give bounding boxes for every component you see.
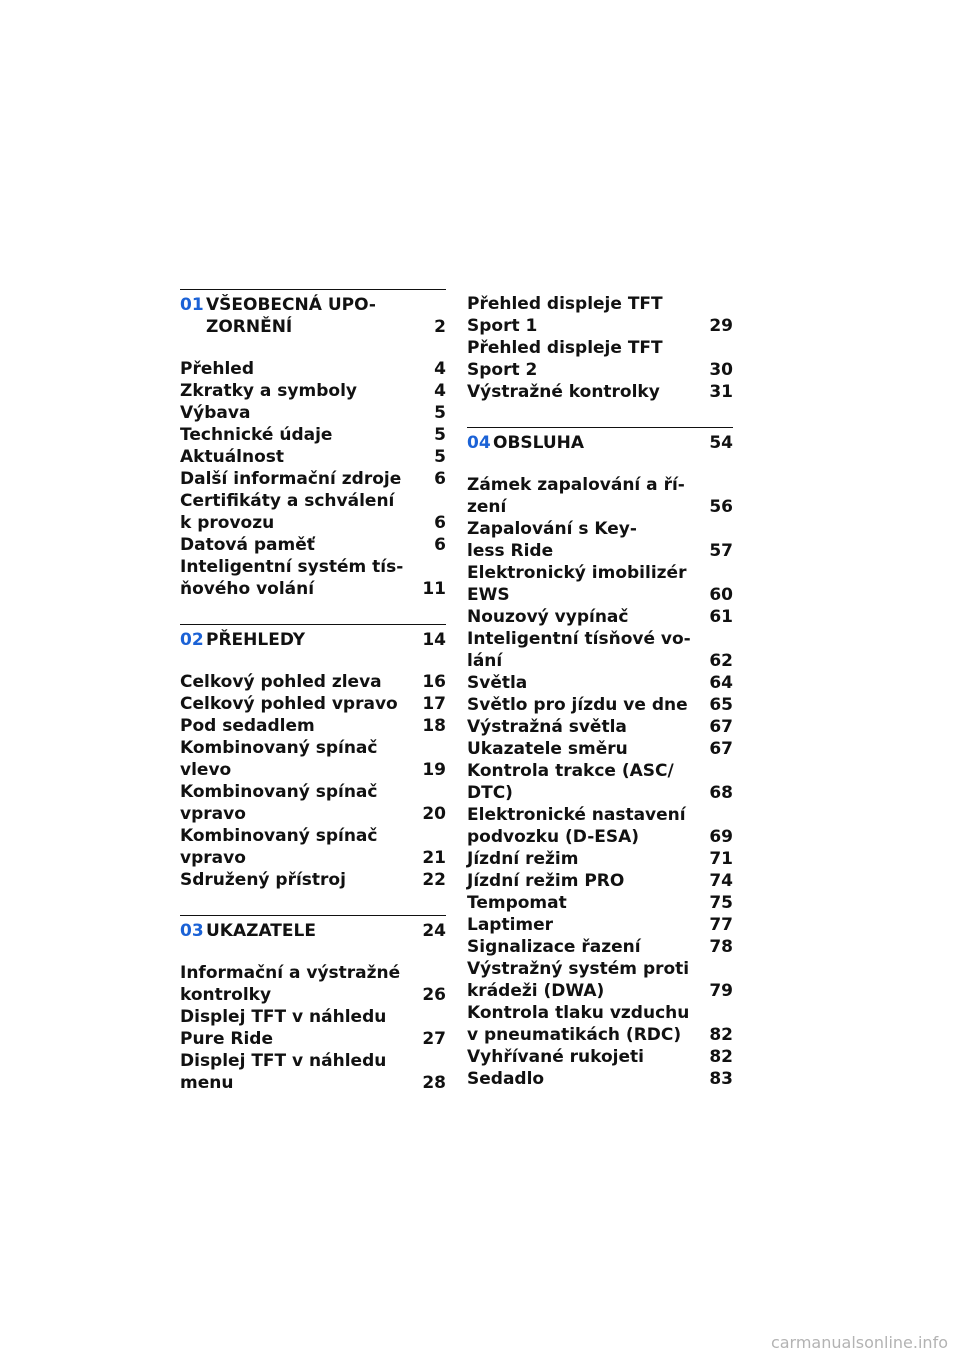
toc-entry[interactable]: [180, 402, 446, 424]
toc-entry[interactable]: [180, 424, 446, 446]
toc-entry-line: [467, 914, 733, 936]
toc-entry-page: 82: [709, 1047, 733, 1067]
section-heading[interactable]: [180, 289, 446, 338]
toc-entry-page: 22: [422, 870, 446, 890]
toc-entry[interactable]: [467, 1046, 733, 1068]
toc-left-column: [180, 289, 446, 1094]
section-title-text: UKAZATELE: [206, 921, 316, 941]
toc-entry-page: 60: [709, 585, 733, 605]
toc-entry-line: [467, 694, 733, 716]
toc-entry-line: [467, 958, 733, 980]
toc-entry[interactable]: [467, 958, 733, 1002]
toc-entry-title: Zámek zapalování a ří-: [467, 475, 685, 495]
toc-entry-line: [467, 782, 733, 804]
toc-entry[interactable]: [467, 738, 733, 760]
section-title-line: [206, 920, 446, 942]
toc-entry-line: [467, 650, 733, 672]
toc-entry-title: Inteligentní tísňové vo-: [467, 629, 691, 649]
toc-entry-line: [180, 578, 446, 600]
toc-entry-title: zení: [467, 497, 507, 517]
toc-entry-page: 17: [422, 694, 446, 714]
toc-entry-title: podvozku (D-ESA): [467, 827, 640, 847]
section-title-text: VŠEOBECNÁ UPO-: [206, 295, 376, 315]
toc-entry-title: vlevo: [180, 760, 232, 780]
toc-entry-line: [180, 1006, 446, 1028]
toc-entry-line: [467, 584, 733, 606]
section-title-line: [206, 294, 446, 316]
toc-entry-line: [180, 984, 446, 1006]
toc-entry-page: 77: [709, 915, 733, 935]
section-title-line: [493, 432, 733, 454]
spacer: [180, 651, 446, 671]
toc-entry-page: 21: [422, 848, 446, 868]
toc-entry[interactable]: [180, 1050, 446, 1094]
toc-entry-line: [180, 825, 446, 847]
toc-entry-line: [467, 738, 733, 760]
toc-entry-title: Přehled displeje TFT: [467, 338, 663, 358]
toc-entry-line: [180, 693, 446, 715]
section-title-text: OBSLUHA: [493, 433, 585, 453]
toc-entry[interactable]: [467, 1002, 733, 1046]
toc-entry[interactable]: [467, 606, 733, 628]
toc-entry-title: Celkový pohled vpravo: [180, 694, 398, 714]
watermark: carmanualsonline.info: [770, 1333, 948, 1352]
toc-entry-page: 18: [422, 716, 446, 736]
toc-entry-line: [180, 468, 446, 490]
section-title-line: [206, 316, 446, 338]
toc-entry-title: Přehled: [180, 359, 255, 379]
toc-entry-title: kontrolky: [180, 985, 272, 1005]
toc-entry-line: [467, 1024, 733, 1046]
toc-entry-title: Kontrola tlaku vzduchu: [467, 1003, 690, 1023]
toc-entry-title: vpravo: [180, 848, 246, 868]
toc-entry-page: 5: [434, 403, 446, 423]
toc-entry-title: Signalizace řazení: [467, 937, 641, 957]
spacer: [467, 454, 733, 474]
toc-entry-page: 20: [422, 804, 446, 824]
section-title: [206, 629, 446, 651]
toc-entry[interactable]: [467, 562, 733, 606]
toc-entry-title: Celkový pohled zleva: [180, 672, 382, 692]
toc-entry[interactable]: [467, 914, 733, 936]
toc-entry[interactable]: [180, 490, 446, 534]
toc-entry-page: 5: [434, 447, 446, 467]
toc-entry-title: v pneumatikách (RDC): [467, 1025, 682, 1045]
toc-entry-line: [467, 936, 733, 958]
toc-entry-page: 75: [709, 893, 733, 913]
toc-entry-line: [467, 293, 733, 315]
toc-entry-title: DTC): [467, 783, 513, 803]
toc-entry[interactable]: [467, 518, 733, 562]
toc-entry-page: 57: [709, 541, 733, 561]
toc-entry-line: [180, 1072, 446, 1094]
toc-entry-line: [467, 606, 733, 628]
toc-entry-page: 28: [422, 1073, 446, 1093]
section-title: [206, 294, 446, 338]
toc-entry-page: 67: [709, 739, 733, 759]
toc-entry-title: Pod sedadlem: [180, 716, 315, 736]
toc-entry-line: [180, 962, 446, 984]
section-page: 14: [422, 630, 446, 650]
toc-entry[interactable]: [467, 474, 733, 518]
toc-entry[interactable]: [180, 693, 446, 715]
section-heading[interactable]: [467, 427, 733, 454]
toc-entry-page: 4: [434, 359, 446, 379]
toc-entry-line: [467, 892, 733, 914]
toc-entry[interactable]: [180, 715, 446, 737]
toc-section: [180, 624, 446, 891]
toc-entry-line: [467, 1046, 733, 1068]
toc-entry-page: 6: [434, 535, 446, 555]
toc-entry-title: Světla: [467, 673, 528, 693]
toc-entry-title: Pure Ride: [180, 1029, 274, 1049]
toc-entry-page: 71: [709, 849, 733, 869]
toc-entry-title: Informační a výstražné: [180, 963, 401, 983]
toc-entry-line: [467, 496, 733, 518]
toc-entry-line: [467, 315, 733, 337]
toc-entry-title: k provozu: [180, 513, 275, 533]
toc-entry-page: 78: [709, 937, 733, 957]
toc-entry-line: [180, 1050, 446, 1072]
toc-entry[interactable]: [467, 716, 733, 738]
toc-entry-line: [180, 781, 446, 803]
section-title-text: PŘEHLEDY: [206, 630, 306, 650]
section-page: 2: [434, 317, 446, 337]
toc-entry-title: Sedadlo: [467, 1069, 545, 1089]
toc-entry-title: Elektronické nastavení: [467, 805, 686, 825]
toc-entry-line: [467, 716, 733, 738]
toc-entry-title: Kombinovaný spínač: [180, 738, 378, 758]
toc-entry-line: [180, 446, 446, 468]
toc-entry-line: [467, 980, 733, 1002]
toc-entry-line: [467, 826, 733, 848]
toc-entry-title: EWS: [467, 585, 510, 605]
toc-entry[interactable]: [180, 962, 446, 1006]
toc-entry-line: [180, 847, 446, 869]
toc-entry-title: Výstražné kontrolky: [467, 382, 660, 402]
toc-entry-title: Laptimer: [467, 915, 554, 935]
section-title-line: [206, 629, 446, 651]
toc-entry-page: 31: [709, 382, 733, 402]
toc-entry-title: Tempomat: [467, 893, 567, 913]
section-heading[interactable]: [180, 624, 446, 651]
toc-entry[interactable]: [467, 760, 733, 804]
toc-entry-line: [180, 1028, 446, 1050]
toc-entry-line: [180, 715, 446, 737]
toc-entry-title: Ukazatele směru: [467, 739, 628, 759]
toc-entry-title: ňového volání: [180, 579, 315, 599]
toc-entry-title: vpravo: [180, 804, 246, 824]
toc-entry-title: Výbava: [180, 403, 251, 423]
toc-entry-title: Elektronický imobilizér: [467, 563, 687, 583]
toc-entry[interactable]: [180, 671, 446, 693]
toc-entry[interactable]: [467, 628, 733, 672]
spacer: [180, 942, 446, 962]
toc-entry-page: 68: [709, 783, 733, 803]
toc-entry-title: Nouzový vypínač: [467, 607, 629, 627]
toc-entry-page: 74: [709, 871, 733, 891]
toc-entry[interactable]: [180, 1006, 446, 1050]
toc-entry-title: Výstražná světla: [467, 717, 627, 737]
toc-entry-page: 79: [709, 981, 733, 1001]
section-page: 54: [709, 433, 733, 453]
toc-entry[interactable]: [467, 337, 733, 381]
toc-entry-page: 4: [434, 381, 446, 401]
toc-entry-line: [467, 848, 733, 870]
toc-entry[interactable]: [467, 892, 733, 914]
toc-entry-line: [467, 1068, 733, 1090]
toc-entry-title: Sport 2: [467, 360, 538, 380]
section-number: 03: [180, 921, 204, 941]
toc-entry-title: Kombinovaný spínač: [180, 782, 378, 802]
toc-entry[interactable]: [180, 446, 446, 468]
toc-entry-line: [180, 534, 446, 556]
toc-entry[interactable]: [467, 870, 733, 892]
toc-entry-line: [180, 556, 446, 578]
toc-entry-line: [467, 474, 733, 496]
section-heading[interactable]: [180, 915, 446, 942]
toc-entry[interactable]: [467, 381, 733, 403]
section-page: 24: [422, 921, 446, 941]
toc-entry-page: 69: [709, 827, 733, 847]
toc-entry-page: 6: [434, 513, 446, 533]
toc-entry-title: lání: [467, 651, 503, 671]
toc-entry-title: Jízdní režim PRO: [467, 871, 625, 891]
toc-entry[interactable]: [180, 534, 446, 556]
toc-entry[interactable]: [180, 358, 446, 380]
toc-entry-line: [467, 359, 733, 381]
spacer: [180, 600, 446, 624]
toc-section: [467, 427, 733, 1090]
toc-entry-line: [467, 518, 733, 540]
toc-entry[interactable]: [180, 556, 446, 600]
toc-entry-line: [180, 358, 446, 380]
toc-entry-page: 64: [709, 673, 733, 693]
toc-entry-line: [467, 628, 733, 650]
toc-entry-title: Sdružený přístroj: [180, 870, 346, 890]
toc-entry-title: menu: [180, 1073, 234, 1093]
toc-entry-page: 82: [709, 1025, 733, 1045]
section-number: 02: [180, 630, 204, 650]
toc-entry-title: Zkratky a symboly: [180, 381, 357, 401]
toc-entry-line: [467, 540, 733, 562]
toc-entry-line: [180, 803, 446, 825]
toc-entry-title: Sport 1: [467, 316, 538, 336]
spacer: [180, 338, 446, 358]
toc-entry[interactable]: [467, 804, 733, 848]
toc-entry-title: Přehled displeje TFT: [467, 294, 663, 314]
toc-entry-line: [180, 402, 446, 424]
section-number: 04: [467, 433, 491, 453]
toc-entry-title: Certifikáty a schválení: [180, 491, 395, 511]
toc-entry-page: 29: [709, 316, 733, 336]
toc-entry-title: Světlo pro jízdu ve dne: [467, 695, 688, 715]
toc-entry-title: Aktuálnost: [180, 447, 285, 467]
toc-entry-page: 5: [434, 425, 446, 445]
toc-entry-page: 83: [709, 1069, 733, 1089]
toc-section: [180, 915, 446, 1094]
toc-entry[interactable]: [467, 672, 733, 694]
toc-entry-title: Výstražný systém proti: [467, 959, 690, 979]
toc-entry-line: [467, 381, 733, 403]
toc-entry-line: [180, 424, 446, 446]
toc-entry-title: Další informační zdroje: [180, 469, 402, 489]
toc-entry[interactable]: [180, 380, 446, 402]
toc-entry-page: 26: [422, 985, 446, 1005]
toc-entry-title: less Ride: [467, 541, 554, 561]
toc-entry[interactable]: [180, 825, 446, 869]
toc-entry[interactable]: [467, 848, 733, 870]
section-number: 01: [180, 295, 204, 315]
toc-entry[interactable]: [180, 781, 446, 825]
toc-entry-line: [180, 671, 446, 693]
toc-entry-title: Kombinovaný spínač: [180, 826, 378, 846]
toc-entry-line: [180, 490, 446, 512]
toc-entry-page: 62: [709, 651, 733, 671]
toc-entry-title: Jízdní režim: [467, 849, 579, 869]
toc-entry-page: 65: [709, 695, 733, 715]
toc-entry-line: [180, 869, 446, 891]
toc-entry-page: 11: [422, 579, 446, 599]
toc-entry-line: [180, 737, 446, 759]
toc-entry-line: [467, 337, 733, 359]
toc-entry-title: Displej TFT v náhledu: [180, 1051, 387, 1071]
toc-entry-line: [180, 759, 446, 781]
toc-entry-title: Zapalování s Key-: [467, 519, 637, 539]
toc-entry[interactable]: [180, 869, 446, 891]
toc-entry-title: Inteligentní systém tís-: [180, 557, 404, 577]
toc-entry-line: [467, 562, 733, 584]
toc-entry-line: [467, 760, 733, 782]
toc-entry-title: Kontrola trakce (ASC/: [467, 761, 674, 781]
toc-entry-line: [467, 804, 733, 826]
toc-entry-page: 67: [709, 717, 733, 737]
toc-entry[interactable]: [180, 737, 446, 781]
toc-entry-title: krádeži (DWA): [467, 981, 605, 1001]
toc-entry-page: 16: [422, 672, 446, 692]
toc-entry-title: Displej TFT v náhledu: [180, 1007, 387, 1027]
toc-entry-line: [180, 512, 446, 534]
toc-entry-page: 27: [422, 1029, 446, 1049]
section-title: [493, 432, 733, 454]
toc-entry-title: Datová paměť: [180, 535, 315, 555]
section-title: [206, 920, 446, 942]
toc-entry-title: Vyhřívané rukojeti: [467, 1047, 644, 1067]
toc-entry[interactable]: [467, 293, 733, 337]
section-title-text: ZORNĚNÍ: [206, 317, 293, 337]
toc-entry-page: 30: [709, 360, 733, 380]
toc-right-column: [467, 293, 733, 1090]
spacer: [180, 891, 446, 915]
toc-entry-title: Technické údaje: [180, 425, 333, 445]
toc-entry-page: 61: [709, 607, 733, 627]
toc-entry[interactable]: [180, 468, 446, 490]
toc-entry[interactable]: [467, 694, 733, 716]
toc-entry-line: [467, 870, 733, 892]
spacer: [467, 403, 733, 427]
toc-entry-page: 19: [422, 760, 446, 780]
toc-entry[interactable]: [467, 1068, 733, 1090]
toc-section: [180, 289, 446, 600]
toc-entry[interactable]: [467, 936, 733, 958]
toc-entry-line: [467, 672, 733, 694]
toc-entry-line: [180, 380, 446, 402]
toc-entry-page: 56: [709, 497, 733, 517]
toc-entry-line: [467, 1002, 733, 1024]
toc-entry-page: 6: [434, 469, 446, 489]
